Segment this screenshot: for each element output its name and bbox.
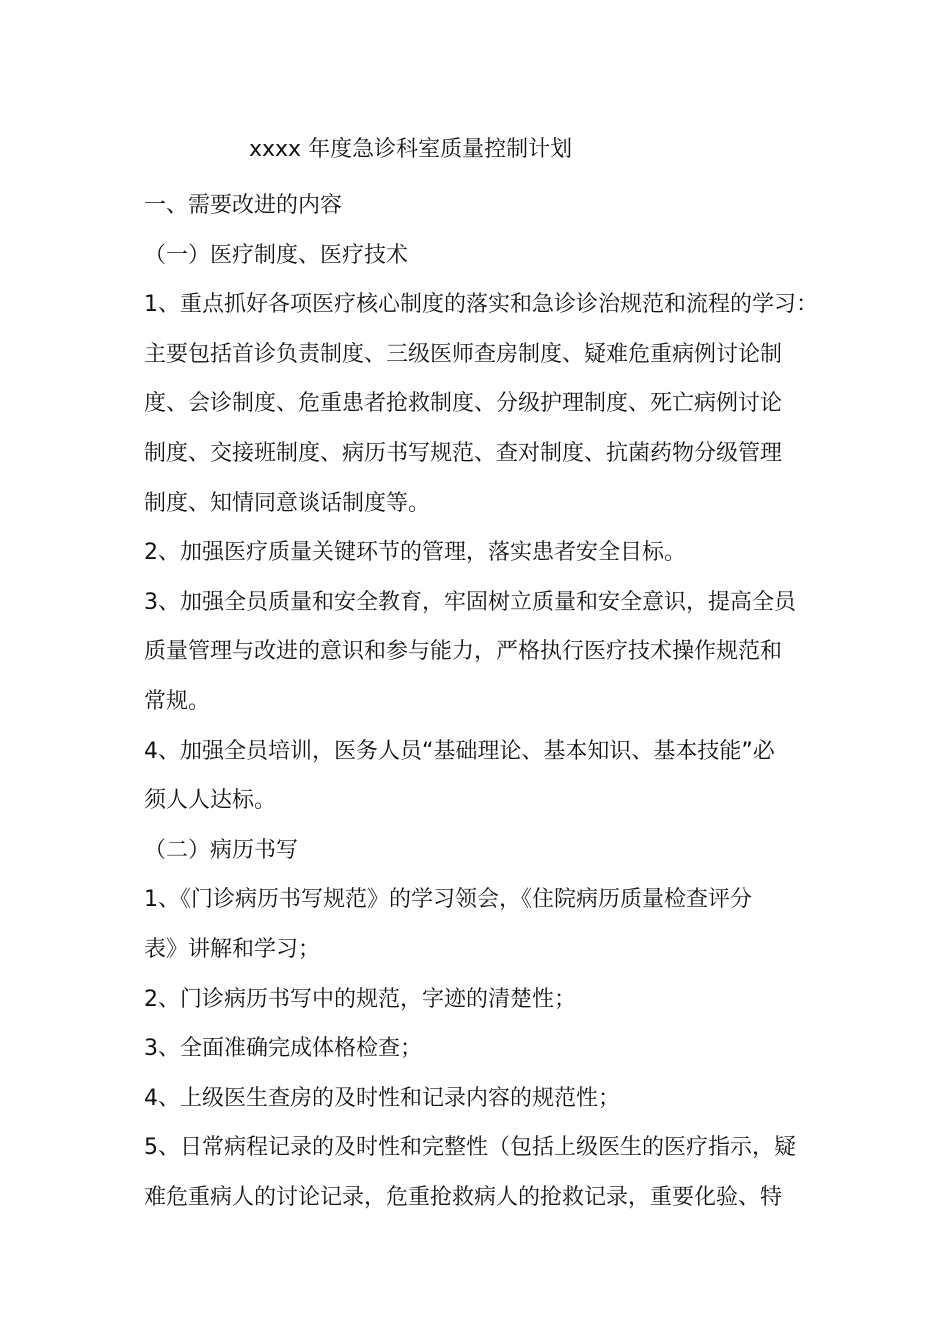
document-body [144,181,834,1222]
paragraph-line: 质量管理与改进的意识和参与能力，严格执行医疗技术操作规范和 [144,639,783,665]
paragraph-line: 主要包括首诊负责制度、三级医师查房制度、疑难危重病例讨论制 [144,341,783,367]
document-title: xxxx 年度急诊科室质量控制计划 [249,137,573,162]
paragraph-line: 制度、交接班制度、病历书写规范、查对制度、抗菌药物分级管理 [144,440,783,466]
paragraph-line: 4、加强全员培训，医务人员“基础理论、基本知识、基本技能”必 [144,738,775,764]
paragraph-line: 2、门诊病历书写中的规范，字迹的清楚性； [144,986,576,1012]
paragraph-line: 1、《门诊病历书写规范》的学习领会，《住院病历质量检查评分 [144,887,752,913]
paragraph-line: 制度、知情同意谈话制度等。 [144,490,431,516]
paragraph-line: 3、加强全员质量和安全教育，牢固树立质量和安全意识，提高全员 [144,589,796,615]
paragraph-line: 常规。 [144,688,211,714]
paragraph-line: 5、日常病程记录的及时性和完整性（包括上级医生的医疗指示，疑 [144,1135,796,1161]
subsection-heading: （二）病历书写 [144,837,299,863]
paragraph-line: 3、全面准确完成体格检查； [144,1036,422,1062]
paragraph-line: 4、上级医生查房的及时性和记录内容的规范性； [144,1085,620,1111]
paragraph-line: 1、重点抓好各项医疗核心制度的落实和急诊诊治规范和流程的学习： [144,292,818,318]
paragraph-line: 度、会诊制度、危重患者抢救制度、分级护理制度、死亡病例讨论 [144,391,783,417]
paragraph-line: 2、加强医疗质量关键环节的管理，落实患者安全目标。 [144,540,686,566]
section-heading: 一、需要改进的内容 [144,193,343,218]
paragraph-line: 表》讲解和学习； [144,936,321,962]
subsection-heading: （一）医疗制度、医疗技术 [144,242,409,268]
paragraph-line: 须人人达标。 [144,788,277,814]
paragraph-line: 难危重病人的讨论记录，危重抢救病人的抢救记录，重要化验、特 [144,1184,783,1210]
